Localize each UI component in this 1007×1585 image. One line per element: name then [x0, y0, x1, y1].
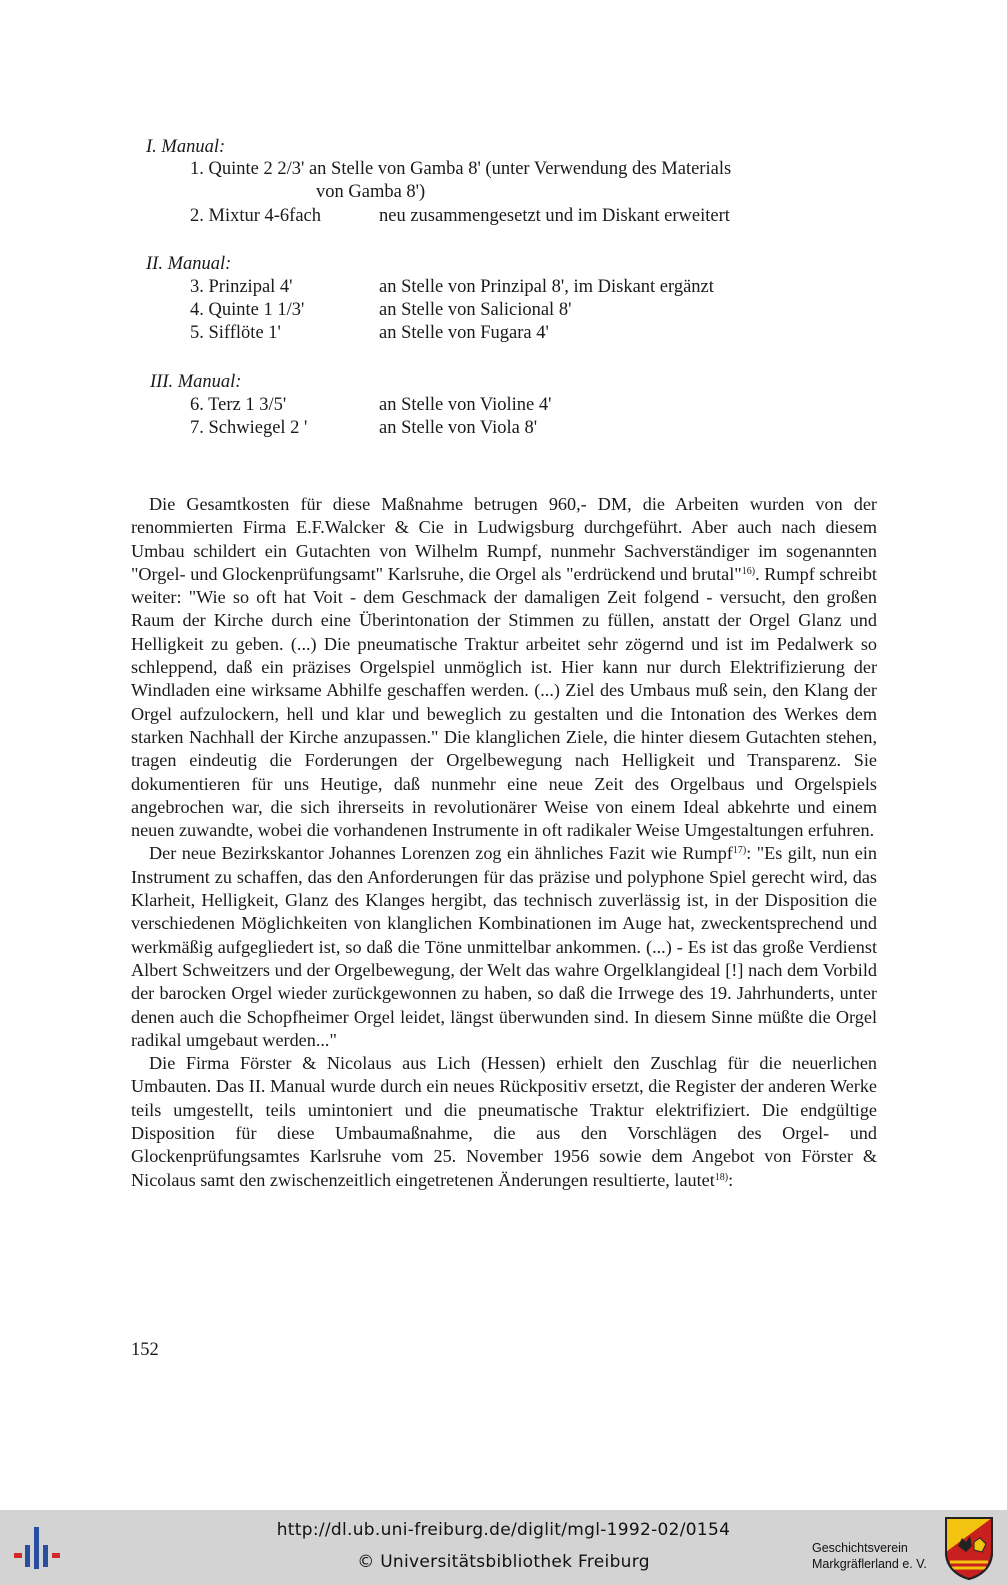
stop-name: 1. Quinte 2 2/3' an Stelle von Gamba 8' (unter Verwendung des Materials — [190, 159, 732, 179]
page-number: 152 — [131, 1340, 159, 1360]
paragraph-2 — [131, 842, 877, 1052]
stop-name: 7. Schwiegel 2 ' — [190, 418, 308, 438]
footer-url-link[interactable]: http://dl.ub.uni-freiburg.de/diglit/mgl-1992-02/0154 — [276, 1520, 731, 1540]
stop-name: 2. Mixtur 4-6fach — [190, 206, 322, 226]
footnote-marker: 17) — [732, 845, 747, 857]
body-text — [131, 493, 877, 1192]
footer-bar — [0, 1510, 1007, 1585]
society-name — [812, 1540, 927, 1572]
stop-desc: an Stelle von Salicional 8' — [379, 300, 572, 320]
footnote-marker: 18) — [714, 1171, 729, 1183]
stop-desc: an Stelle von Prinzipal 8', im Diskant ergänzt — [379, 277, 714, 297]
paragraph-text: Die Firma Förster & Nicolaus aus Lich (Hessen) erhielt den Zuschlag für die neuerlichen Umbauten. Das II. Manual wurde durch ein neues Rückpositiv ersetzt, die Register der anderen Werke teils umgestellt, teils umintoniert und die pneumatische Traktur elektrifiziert. Die endgültige Disposition für diese Umbaumaßnahme, die aus den Vorschlägen des Orgel- und Glockenprüfungsamtes Karlsruhe vom 25. November 1956 sowie dem Angebot von Förster & Nicolaus samt den zwischenzeitlich eingetretenen Änderungen resultierte, lautet — [131, 1053, 877, 1190]
paragraph-3 — [131, 1052, 877, 1192]
stop-desc: an Stelle von Viola 8' — [379, 418, 538, 438]
stop-name: 6. Terz 1 3/5' — [190, 395, 287, 415]
society-name-line: Markgräflerland e. V. — [812, 1557, 927, 1571]
paragraph-text: Der neue Bezirkskantor Johannes Lorenzen zog ein ähnliches Fazit wie Rumpf — [149, 843, 733, 864]
paragraph-text: Die Gesamtkosten für diese Maßnahme betrugen 960,- DM, die Arbeiten wurden von der renommierten Firma E.F.Walcker & Cie in Ludwigsburg durchgeführt. Aber auch nach diesem Umbau schildert ein Gutachten von Wilhelm Rumpf, nunmehr Sachverständiger im sogenannten "Orgel- und Glockenprüfungsamt" Karlsruhe, die Orgel als "erdrückend und brutal" — [131, 494, 877, 584]
paragraph-text: : — [728, 1169, 734, 1190]
section-heading-manual-3: III. Manual: — [150, 372, 242, 392]
stop-name: 3. Prinzipal 4' — [190, 277, 293, 297]
section-heading-manual-1: I. Manual: — [146, 137, 226, 157]
stop-desc: neu zusammengesetzt und im Diskant erweitert — [379, 206, 730, 226]
footer-copyright: © Universitätsbibliothek Freiburg — [357, 1552, 650, 1572]
stop-name: 5. Sifflöte 1' — [190, 323, 281, 343]
paragraph-text: . Rumpf schreibt weiter: "Wie so oft hat Voit - dem Geschmack der damaligen Zeit folgend - versucht, den großen Raum der Kirche durch eine Überintonation der Stimmen zu füllen, anstatt der Orgel Glanz und Helligkeit zu geben. (...) Die pneumatische Traktur arbeitet sehr zögernd und ist im Pedalwerk so schleppend, daß ein präzises Orgelspiel unmöglich ist. Hier kann nur durch Elektrifizierung der Windladen eine wirksame Abhilfe geschaffen werden. (...) Ziel des Umbaus muß sein, den Klang der Orgel aufzulockern, hell und klar und beweglich zu gestalten und die Intonation des Werkes dem starken Nachhall der Kirche anzupassen." Die klanglichen Ziele, die hinter diesem Gutachten stehen, tragen eindeutig die Forderungen der Orgelbewegung nach Helligkeit und Transparenz. Sie dokumentieren für uns Heutige, daß nunmehr eine neue Zeit des Orgelbaus und Orgelspiels angebrochen war, die sich ihrerseits in revolutionärer Weise von einem Ideal abkehrte und einem neuen zuwandte, wobei die vorhandenen Instrumente in oft radikaler Weise Umgestaltungen erfuhren. — [131, 563, 877, 841]
society-name-line: Geschichtsverein — [812, 1541, 908, 1555]
stop-desc: an Stelle von Violine 4' — [379, 395, 552, 415]
stop-desc: an Stelle von Fugara 4' — [379, 323, 549, 343]
stop-name: 4. Quinte 1 1/3' — [190, 300, 305, 320]
stop-desc: von Gamba 8') — [316, 182, 426, 202]
paragraph-text: : "Es gilt, nun ein Instrument zu schaffen, das den Anforderungen für das präzise und polyphone Spiel gerecht wird, das Klarheit, Helligkeit, Glanz des Klanges hergibt, das technisch zuverlässig ist, in der Disposition die verschiedenen Möglichkeiten von klanglichen Kombinationen im Auge hat, zweckentsprechend und werkmäßig aufgegliedert ist, so daß die Töne unmittelbar ankommen. (...) - Es ist das große Verdienst Albert Schweitzers und der Orgelbewegung, der Welt das wahre Orgelklangideal [!] nach dem Vorbild der barocken Orgel wieder zurückgewonnen zu haben, so daß die Irrwege des 19. Jahrhunderts, unter denen auch die Schopfheimer Orgel leidet, längst überwunden sind. In diesem Sinne müßte die Orgel radikal umgebaut werden..." — [131, 843, 877, 1050]
paragraph-1 — [131, 493, 877, 842]
section-heading-manual-2: II. Manual: — [146, 254, 232, 274]
footnote-marker: 16) — [741, 565, 756, 577]
coat-of-arms-icon — [944, 1516, 994, 1580]
